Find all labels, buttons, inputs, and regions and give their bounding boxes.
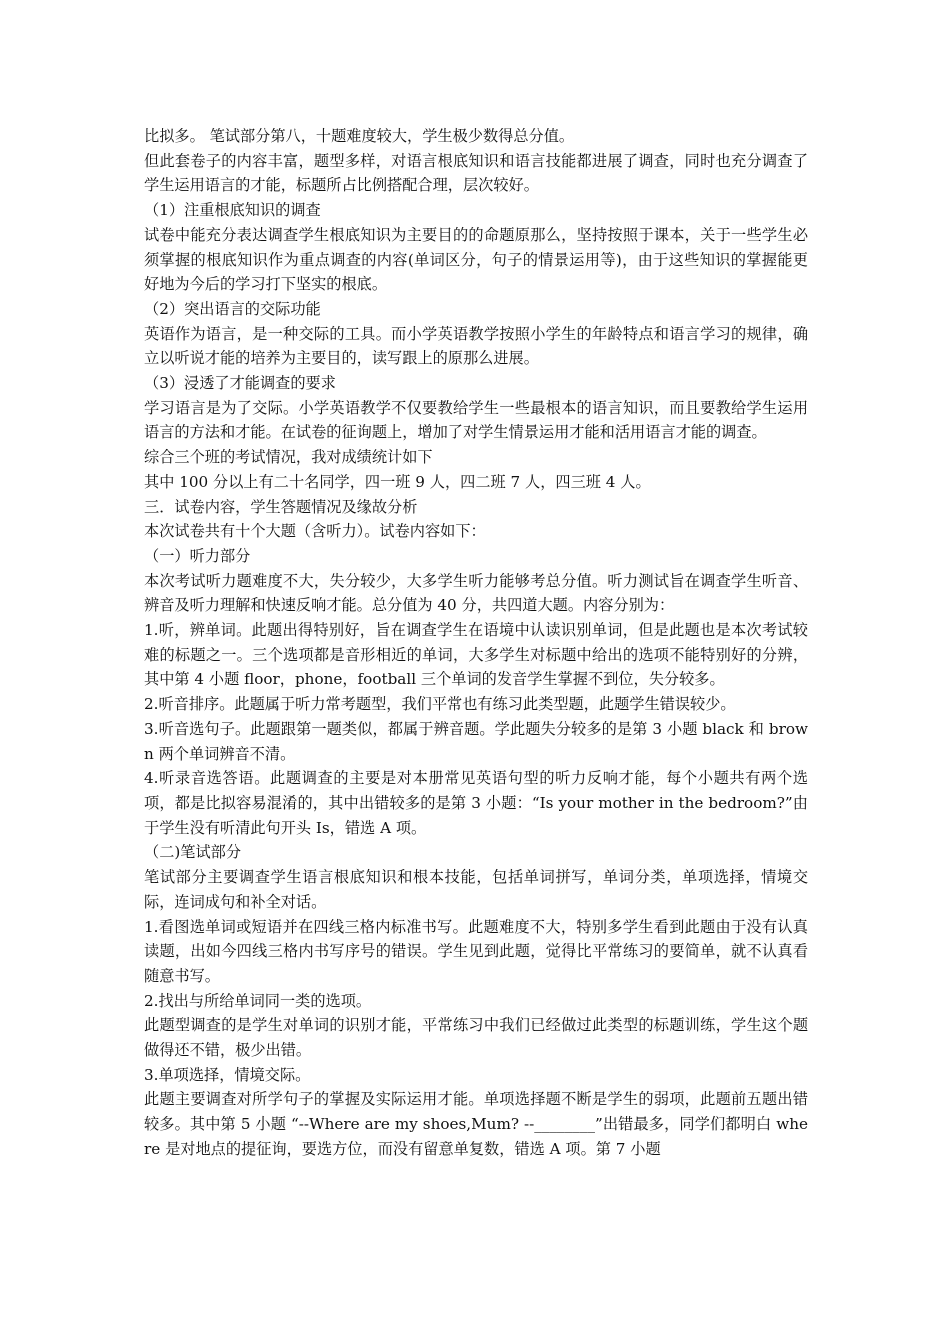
section-heading-4: 三．试卷内容，学生答题情况及缘故分析 [144, 497, 418, 516]
paragraph-12: 3.听音选句子。此题跟第一题类似，都属于辨音题。学此题失分较多的是第 3 小题 black 和 brown 两个单词辨音不清。 [144, 719, 808, 763]
paragraph-19: 此题主要调查对所学句子的掌握及实际运用才能。单项选择题不断是学生的弱项，此题前五题出错较多。其中第 5 小题 “--Where are my shoes,Mum? --________”出错最多，同学们都明白 where 是对地点的提征询，要选方位，而没有留意单复数，错选 A 项。第 7 小题 [144, 1090, 808, 1158]
paragraph-1: 比拟多。 笔试部分第八，十题难度较大，学生极少数得总分值。 [144, 127, 575, 145]
document-body [144, 124, 808, 1162]
paragraph-3: 试卷中能充分表达调查学生根底知识为主要目的的命题原那么，坚持按照于课本，关于一些学生必须掌握的根底知识作为重点调查的内容(单词区分，句子的情景运用等)，由于这些知识的掌握能更好地为今后的学习打下坚实的根底。 [144, 225, 808, 294]
section-heading-5: （一）听力部分 [144, 546, 251, 565]
section-heading-6: （二)笔试部分 [144, 843, 242, 862]
paragraph-16: 2.找出与所给单词同一类的选项。 [144, 991, 372, 1010]
paragraph-6: 综合三个班的考试情况，我对成绩统计如下 [144, 448, 433, 467]
paragraph-11: 2.听音排序。此题属于听力常考题型，我们平常也有练习此类型题，此题学生错误较少。 [144, 695, 736, 714]
paragraph-17: 此题型调查的是学生对单词的识别才能，平常练习中我们已经做过此类型的标题训练，学生这个题做得还不错，极少出错。 [144, 1016, 808, 1060]
paragraph-14: 笔试部分主要调查学生语言根底知识和根本技能，包括单词拼写，单词分类，单项选择，情境交际，连词成句和补全对话。 [144, 868, 808, 911]
paragraph-7: 其中 100 分以上有二十名同学，四一班 9 人，四二班 7 人，四三班 4 人。 [144, 472, 651, 491]
paragraph-15: 1.看图选单词或短语并在四线三格内标准书写。此题难度不大，特别多学生看到此题由于没有认真读题，出如今四线三格内书写序号的错误。学生见到此题，觉得比平常练习的要简单，就不认真看随意书写。 [144, 917, 808, 985]
section-heading-1: （1）注重根底知识的调查 [144, 201, 321, 220]
paragraph-4: 英语作为语言，是一种交际的工具。而小学英语教学按照小学生的年龄特点和语言学习的规律，确立以听说才能的培养为主要目的，读写跟上的原那么进展。 [144, 324, 808, 368]
paragraph-9: 本次考试听力题难度不大，失分较少，大多学生听力能够考总分值。听力测试旨在调查学生听音、辨音及听力理解和快速反响才能。总分值为 40 分，共四道大题。内容分别为： [144, 571, 808, 615]
paragraph-10: 1.听，辨单词。此题出得特别好，旨在调查学生在语境中认读识别单词，但是此题也是本次考试较难的标题之一。三个选项都是音形相近的单词，大多学生对标题中给出的选项不能特别好的分辨，其中第 4 小题 floor，phone，football 三个单词的发音学生掌握不到位，失分较多。 [144, 621, 808, 689]
paragraph-2: 但此套卷子的内容丰富，题型多样，对语言根底知识和语言技能都进展了调查，同时也充分调查了学生运用语言的才能，标题所占比例搭配合理，层次较好。 [144, 151, 808, 195]
paragraph-5: 学习语言是为了交际。小学英语教学不仅要教给学生一些最根本的语言知识，而且要教给学生运用语言的方法和才能。在试卷的征询题上，增加了对学生情景运用才能和活用语言才能的调查。 [144, 398, 808, 442]
section-heading-3: （3）浸透了才能调查的要求 [144, 374, 336, 393]
paragraph-18: 3.单项选择，情境交际。 [144, 1065, 311, 1084]
section-heading-2: （2）突出语言的交际功能 [144, 299, 321, 318]
paragraph-13: 4.听录音选答语。此题调查的主要是对本册常见英语句型的听力反响才能，每个小题共有两个选项，都是比拟容易混淆的，其中出错较多的是第 3 小题：“Is your mother in the bedroom?”由于学生没有听清此句开头 Is，错选 A 项。 [144, 769, 808, 837]
paragraph-8: 本次试卷共有十个大题（含听力）。试卷内容如下： [144, 522, 486, 541]
